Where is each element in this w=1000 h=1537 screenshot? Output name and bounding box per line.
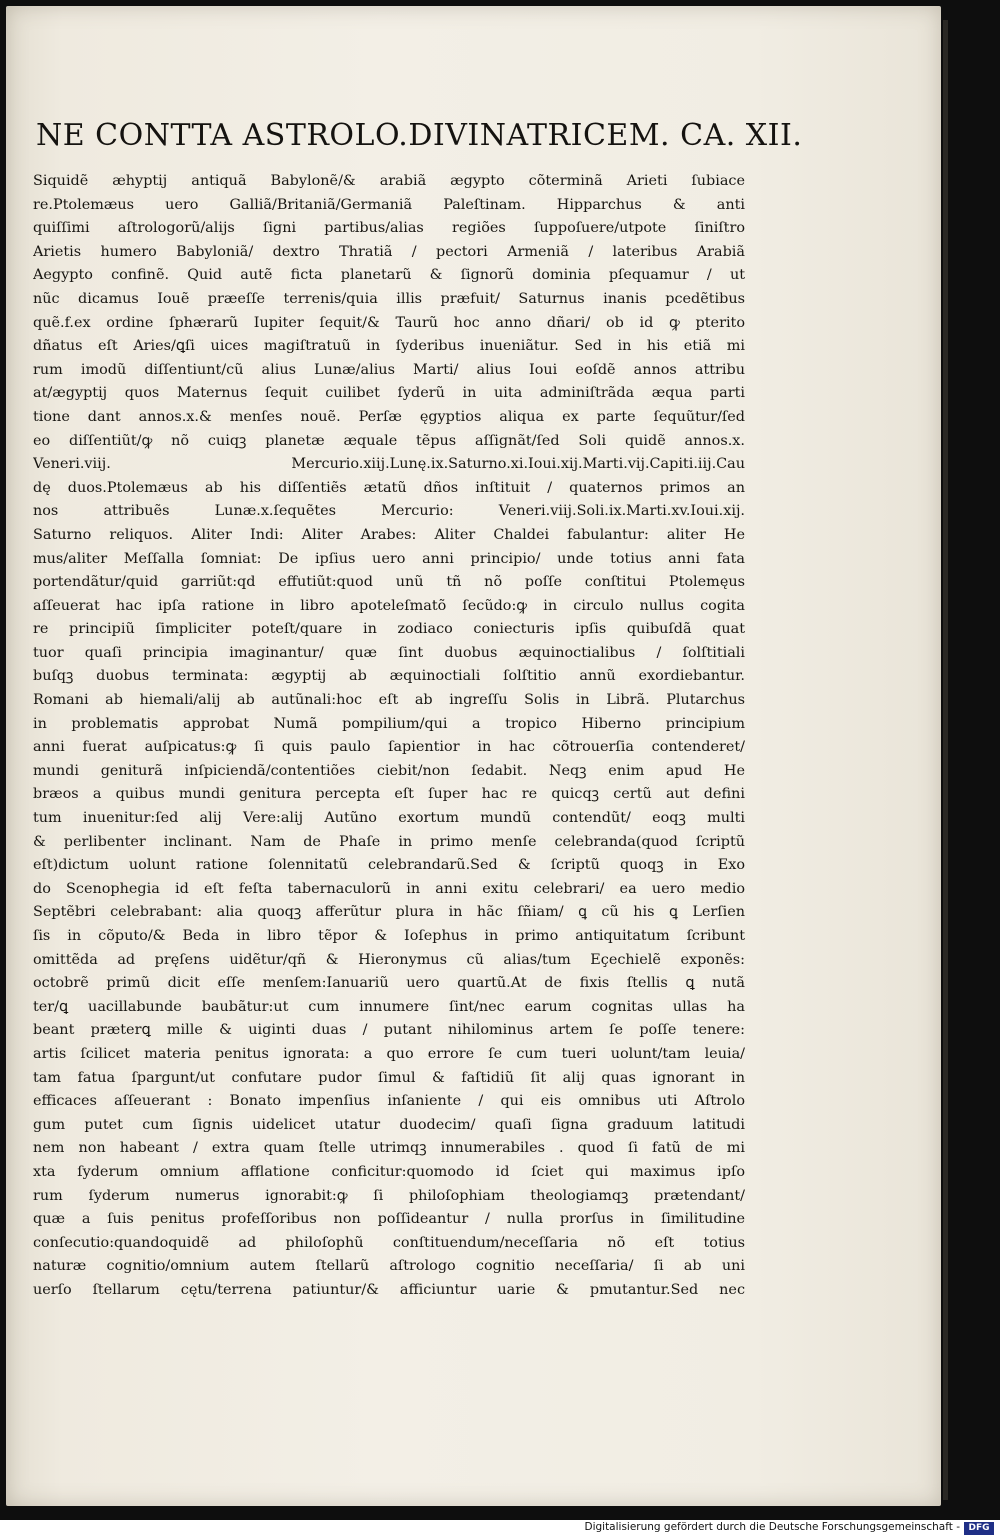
text-line: tam fatua ſpargunt/ut confutare pudor ſimul & faſtidiũ ſit alij quas ignorant in [33,1069,745,1086]
text-line: bræos a quibus mundi genitura percepta eſt ſuper hac re quicqꝫ certũ aut defini [33,786,745,803]
text-line: conſecutio:quandoquidẽ ad philoſophũ conſtituendum/neceſſaria nõ eſt totius [33,1234,745,1251]
running-head: NE CONTTA ASTROLO.DIVINATRICEM. CA. XII. [36,118,803,153]
text-line: octobrẽ primũ dicit eſſe menſem:Ianuariũ uero quartũ.At de fixis ſtellis ꝗ nutã [33,975,745,992]
text-line: buſqꝫ duobus terminata: ægyptij ab æquinoctiali ſolſtitio annũ exordiebantur. [33,668,745,685]
text-line: dñatus eſt Aries/ꝗſi uices magiſtratuũ in ſyderibus inueniãtur. Sed in his etiã mi [33,338,745,355]
text-line: mundi geniturã inſpiciendã/contentiões ciebit/non ſedabit. Neqꝫ enim apud He [33,762,745,779]
text-line: quẽ.f.ex ordine ſphærarũ Iupiter ſequit/& Taurũ hoc anno dñari/ ob id ꝙ pterito [33,314,745,331]
text-line: Romani ab hiemali/alij ab autũnali:hoc eſt ab ingreſſu Solis in Librã. Plutarchus [33,692,745,709]
text-line: nũc dicamus Iouẽ præeſſe terrenis/quia illis præfuit/ Saturnus inanis pcedẽtibus [33,290,745,307]
text-line: mus/aliter Meſſalla ſomniat: De ipſius uero anni principio/ unde totius anni fata [33,550,745,567]
text-line: eo diſſentiũt/ꝙ nõ cuiqꝫ planetæ æquale tẽpus aſſignãt/ſed Soli quidẽ annos.x. [33,432,745,449]
text-line: ſis in cõputo/& Beda in libro tẽpor & Ioſephus in primo antiquitatum ſcribunt [33,928,745,944]
text-line: naturæ cognitio/omnium autem ſtellarũ aſtrologo cognitio neceſſaria/ ſi ab uni [33,1258,745,1275]
text-line: nem non habeant / extra quam ſtelle utrimqꝫ innumerabiles . quod ſi fatũ de mi [33,1140,745,1157]
page-edge [943,20,948,1500]
text-line: quiſſimi aſtrologorũ/alijs ſigni partibus/alias regiões ſuppoſuere/utpote ſiniſtro [33,220,745,237]
text-line: in problematis approbat Numã pompilium/qui a tropico Hiberno principium [33,715,745,732]
text-line: tum inuenitur:ſed alij Vere:alij Autũno exortum mundũ contendũt/ eoqꝫ multi [33,810,745,827]
text-line: rum ſyderum numerus ignorabit:ꝙ ſi philoſophiam theologiamqꝫ prætendant/ [33,1187,745,1204]
text-line: gum putet cum ſignis uidelicet utatur duodecim/ quaſi ſigna graduum latitudi [33,1116,745,1133]
text-line: anni fuerat auſpicatus:ꝙ ſi quis paulo ſapientior in hac cõtrouerſia contenderet/ [33,739,745,756]
text-line: tuor quaſi principia imaginantur/ quæ ſint duobus æquinoctialibus / ſolſtitiali [33,644,745,661]
text-line: Saturno reliquos. Aliter Indi: Aliter Arabes: Aliter Chaldei fabulantur: aliter He [33,526,745,543]
text-line: artis ſcilicet materia penitus ignorata: a quo errore ſe cum tueri uolunt/tam leuia/ [33,1045,745,1062]
text-line: rum imodũ diſſentiunt/cũ alius Lunæ/alius Marti/ alius Ioui eoſdẽ annos attribu [33,361,745,378]
text-line: Septẽbri celebrabant: alia quoqꝫ afferũtur plura in hãc ſñiam/ ꝗ cũ his ꝗ Lerſien [33,904,745,921]
footer-credit: Digitalisierung gefördert durch die Deutsche Forschungsgemeinschaft - [584,1521,960,1533]
text-line: Aegypto confinẽ. Quid autẽ ficta planetarũ & ſignorũ dominia pſequamur / ut [33,267,745,284]
text-line: dę duos.Ptolemæus ab his diſſentiẽs ætatũ dños inſtituit / quaternos primos an [33,479,745,496]
text-line: quæ a ſuis penitus profeſſoribus non poſſideantur / nulla prorſus in ſimilitudine [33,1211,745,1228]
text-line: re.Ptolemæus uero Galliã/Britaniã/Germaniã Paleſtinam. Hipparchus & anti [33,196,745,213]
text-line: at/ægyptij quos Maternus ſequit cuilibet ſyderũ in uita adminiſtrãda æqua parti [33,385,745,402]
text-line: Siquidẽ æhyptij antiquã Babylonẽ/& arabiã ægypto cõterminã Arieti ſubiace [33,173,745,189]
text-line: ter/ꝗ uacillabunde baubãtur:ut cum innumere ſint/nec earum cognitas ullas ha [33,998,745,1015]
text-line: re principiũ ſimpliciter poteſt/quare in zodiaco coniecturis ipſis quibuſdã quat [33,621,745,638]
dfg-logo: DFG [964,1522,994,1535]
text-line: do Scenophegia id eſt feſta tabernaculorũ in anni exitu celebrari/ ea uero medio [33,880,745,897]
text-line: eſt)dictum uolunt ratione ſolennitatũ celebrandarũ.Sed & ſcriptũ quoqꝫ in Exo [33,857,745,874]
text-line: uerſo ſtellarum cętu/terrena patiuntur/& afficiuntur uarie & pmutantur.Sed nec [33,1281,745,1298]
text-line: Arietis humero Babyloniã/ dextro Thratiã / pectori Armeniã / lateribus Arabiã [33,243,745,260]
text-line: portendãtur/quid garriũt:qd effutiũt:quod unũ tñ nõ poſſe conſtitui Ptolemęus [33,574,745,591]
text-line: tione dant annos.x.& menſes nouẽ. Perſæ ęgyptios aliqua ex parte ſequũtur/ſed [33,408,745,425]
text-line: aſſeuerat hac ipſa ratione in libro apoteleſmatõ ſecũdo:ꝙ in circulo nullus cogita [33,597,745,614]
text-line: efficaces aſſeuerant : Bonato impenſius inſaniente / qui eis omnibus uti Aſtrolo [33,1093,745,1110]
text-line: nos attribuẽs Lunæ.x.ſequẽtes Mercurio: Veneri.viij.Soli.ix.Marti.xv.Ioui.xij. [33,503,745,520]
text-line: beant præterꝗ mille & uiginti duas / putant nihilominus artem ſe poſſe tenere: [33,1022,745,1039]
body-text [33,170,745,1303]
text-line: & perlibenter inclinant. Nam de Phaſe in primo menſe celebranda(quod ſcriptũ [33,833,745,850]
text-line: Veneri.viij. Mercurio.xiij.Lunę.ix.Saturno.xi.Ioui.xij.Marti.vij.Capiti.iij.Cau [33,456,745,473]
text-line: omittẽda ad pręſens uidẽtur/qñ & Hieronymus cũ alias/tum Eçechielẽ exponẽs: [33,951,745,968]
text-line: xta ſyderum omnium afflatione conficitur:quomodo id ſciet qui maximus ipſo [33,1163,745,1180]
